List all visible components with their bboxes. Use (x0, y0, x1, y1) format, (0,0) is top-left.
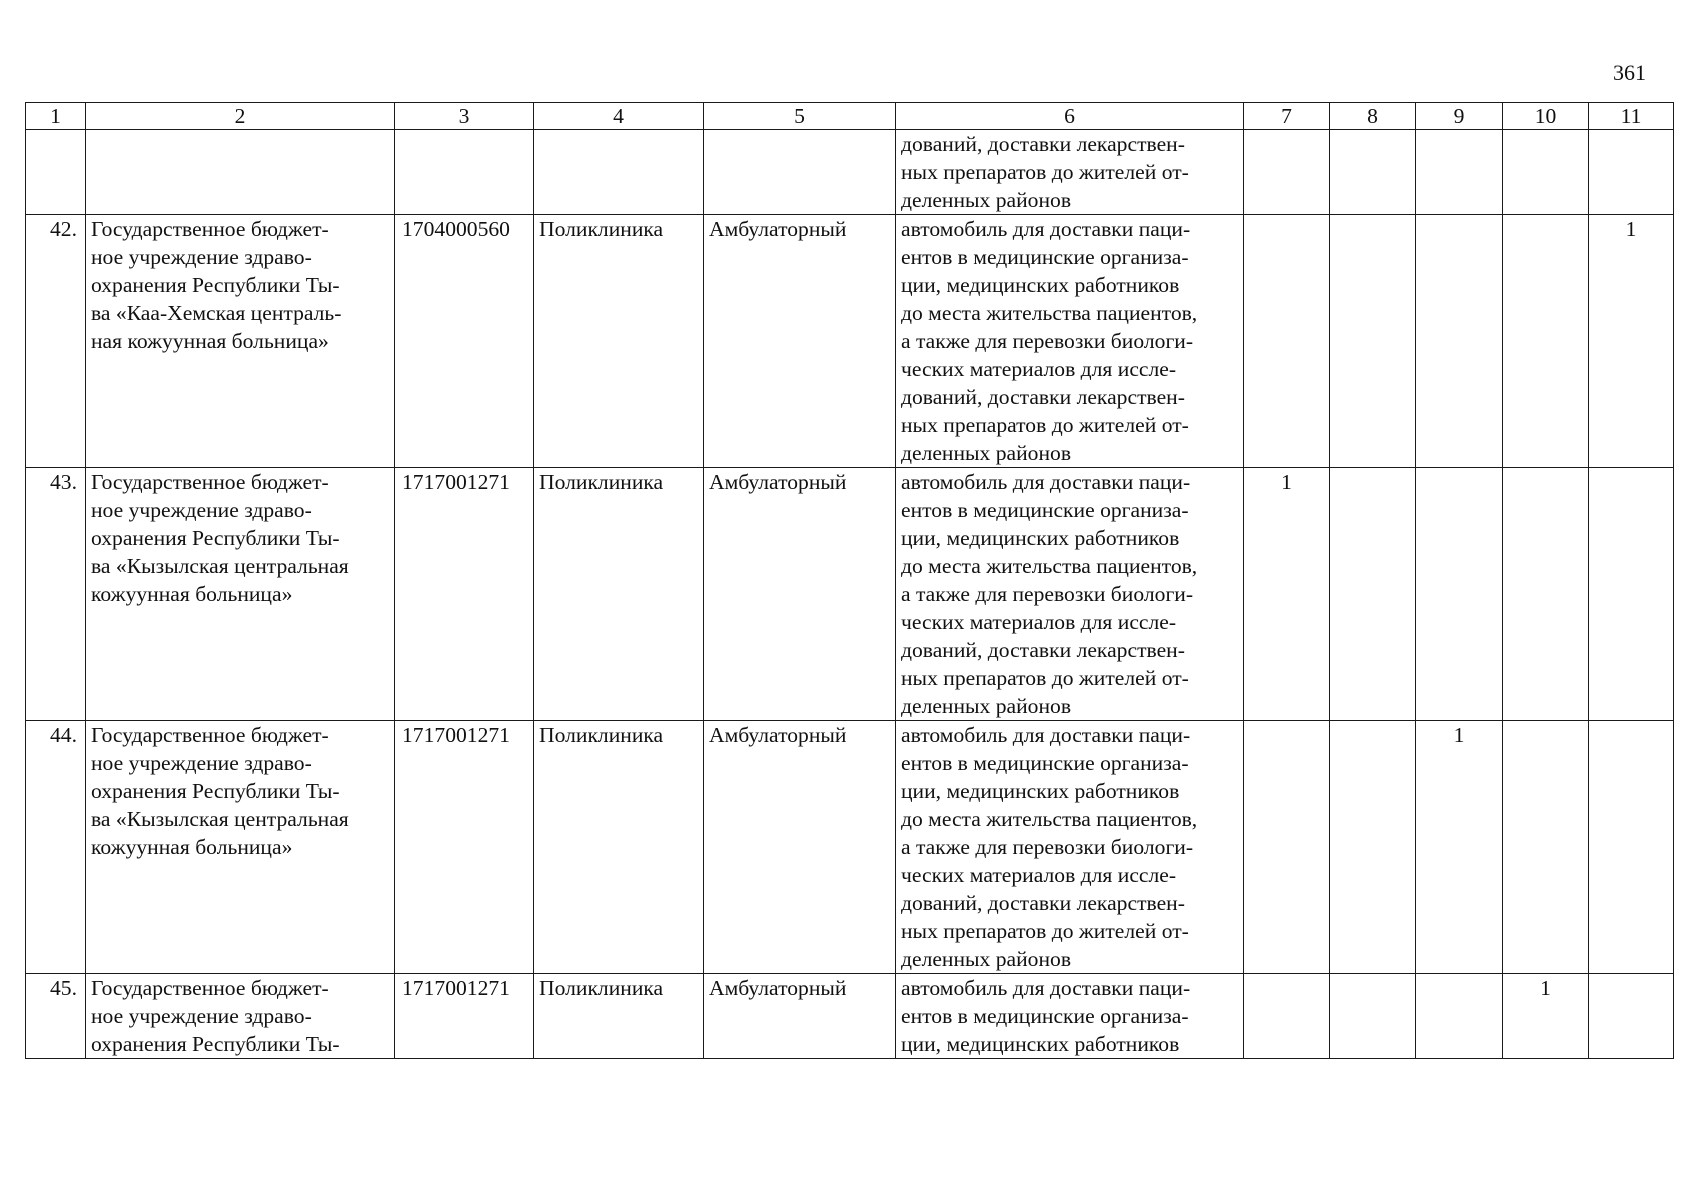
vehicle-purpose-cell-line: а также для перевозки биологи- (901, 329, 1194, 353)
count-cell-c7 (1244, 130, 1330, 215)
table-row (26, 468, 1674, 721)
count-cell-c8 (1330, 468, 1416, 721)
vehicle-purpose-cell-line: ческих материалов для иссле- (901, 357, 1177, 381)
count-cell-c8 (1330, 130, 1416, 215)
organization-cell (86, 130, 395, 215)
page-number: 361 (1613, 60, 1646, 85)
organization-cell-line: ное учреждение здраво- (91, 1004, 312, 1028)
vehicle-purpose-cell-line: ентов в медицинские организа- (901, 498, 1189, 522)
organization-cell-line: ва «Кызылская центральная (91, 554, 349, 578)
organization-cell-line: кожуунная больница» (91, 835, 293, 859)
vehicle-purpose-cell-line: до места жительства пациентов, (901, 554, 1198, 578)
column-header: 8 (1330, 103, 1416, 130)
organization-cell-line: Государственное бюджет- (91, 976, 329, 1000)
count-cell-c9 (1416, 215, 1503, 468)
vehicle-purpose-cell-line: ных препаратов до жителей от- (901, 413, 1189, 437)
row-number-cell (26, 130, 86, 215)
vehicle-purpose-cell (896, 130, 1244, 215)
vehicle-purpose-cell-line: деленных районов (901, 441, 1072, 465)
vehicle-purpose-cell-line: дований, доставки лекарствен- (901, 891, 1185, 915)
organization-cell (86, 468, 395, 721)
vehicle-purpose-cell-line: автомобиль для доставки паци- (901, 470, 1191, 494)
count-cell-c11 (1589, 130, 1674, 215)
vehicle-purpose-cell-line: а также для перевозки биологи- (901, 582, 1194, 606)
count-cell-c11: 1 (1589, 215, 1674, 468)
count-cell-c8 (1330, 721, 1416, 974)
vehicle-purpose-cell-line: ции, медицинских работников (901, 1032, 1180, 1056)
organization-cell-line: ное учреждение здраво- (91, 245, 312, 269)
column-header: 3 (395, 103, 534, 130)
count-cell-c7 (1244, 721, 1330, 974)
organization-cell-line: охранения Республики Ты- (91, 1032, 340, 1056)
row-number-cell: 43. (26, 468, 86, 721)
inn-cell: 1704000560 (395, 215, 534, 468)
vehicle-purpose-cell (896, 215, 1244, 468)
count-cell-c9: 1 (1416, 721, 1503, 974)
column-number-header-row (26, 103, 1674, 130)
organization-cell-line: ва «Каа-Хемская централь- (91, 301, 342, 325)
organization-cell-line: охранения Республики Ты- (91, 526, 340, 550)
organization-cell-line: Государственное бюджет- (91, 217, 329, 241)
organization-cell-line: охранения Республики Ты- (91, 273, 340, 297)
table-row (26, 721, 1674, 974)
care-kind-cell: Амбулаторный (704, 215, 896, 468)
count-cell-c11 (1589, 468, 1674, 721)
vehicle-purpose-cell-line: деленных районов (901, 694, 1072, 718)
table-body (26, 103, 1674, 1059)
vehicle-purpose-cell-line: ных препаратов до жителей от- (901, 160, 1189, 184)
count-cell-c8 (1330, 215, 1416, 468)
row-number-cell: 45. (26, 974, 86, 1059)
column-header: 7 (1244, 103, 1330, 130)
organization-cell (86, 215, 395, 468)
vehicle-allocation-table (25, 102, 1674, 1059)
care-kind-cell: Амбулаторный (704, 721, 896, 974)
vehicle-purpose-cell-line: ентов в медицинские организа- (901, 245, 1189, 269)
inn-cell: 1717001271 (395, 721, 534, 974)
inn-cell: 1717001271 (395, 974, 534, 1059)
organization-cell-line: ная кожуунная больница» (91, 329, 329, 353)
vehicle-purpose-cell-line: дований, доставки лекарствен- (901, 132, 1185, 156)
facility-type-cell: Поликлиника (534, 721, 704, 974)
vehicle-purpose-cell-line: дований, доставки лекарствен- (901, 638, 1185, 662)
column-header: 9 (1416, 103, 1503, 130)
count-cell-c9 (1416, 468, 1503, 721)
table-row (26, 130, 1674, 215)
count-cell-c11 (1589, 974, 1674, 1059)
care-kind-cell: Амбулаторный (704, 468, 896, 721)
vehicle-purpose-cell-line: автомобиль для доставки паци- (901, 976, 1191, 1000)
count-cell-c10: 1 (1503, 974, 1589, 1059)
column-header: 1 (26, 103, 86, 130)
column-header: 10 (1503, 103, 1589, 130)
column-header: 6 (896, 103, 1244, 130)
organization-cell (86, 974, 395, 1059)
vehicle-purpose-cell-line: деленных районов (901, 947, 1072, 971)
organization-cell-line: кожуунная больница» (91, 582, 293, 606)
vehicle-purpose-cell-line: ции, медицинских работников (901, 779, 1180, 803)
vehicle-purpose-cell-line: деленных районов (901, 188, 1072, 212)
care-kind-cell (704, 130, 896, 215)
organization-cell (86, 721, 395, 974)
count-cell-c7: 1 (1244, 468, 1330, 721)
facility-type-cell (534, 130, 704, 215)
vehicle-purpose-cell-line: ческих материалов для иссле- (901, 610, 1177, 634)
count-cell-c10 (1503, 721, 1589, 974)
organization-cell-line: Государственное бюджет- (91, 723, 329, 747)
vehicle-purpose-cell-line: ции, медицинских работников (901, 526, 1180, 550)
count-cell-c11 (1589, 721, 1674, 974)
column-header: 5 (704, 103, 896, 130)
table-row (26, 974, 1674, 1059)
inn-cell (395, 130, 534, 215)
row-number-cell: 42. (26, 215, 86, 468)
organization-cell-line: ное учреждение здраво- (91, 498, 312, 522)
facility-type-cell: Поликлиника (534, 974, 704, 1059)
facility-type-cell: Поликлиника (534, 468, 704, 721)
vehicle-purpose-cell-line: ных препаратов до жителей от- (901, 666, 1189, 690)
vehicle-purpose-cell-line: ческих материалов для иссле- (901, 863, 1177, 887)
organization-cell-line: охранения Республики Ты- (91, 779, 340, 803)
column-header: 4 (534, 103, 704, 130)
organization-cell-line: Государственное бюджет- (91, 470, 329, 494)
care-kind-cell: Амбулаторный (704, 974, 896, 1059)
column-header: 2 (86, 103, 395, 130)
vehicle-purpose-cell (896, 974, 1244, 1059)
organization-cell-line: ва «Кызылская центральная (91, 807, 349, 831)
count-cell-c9 (1416, 974, 1503, 1059)
inn-cell: 1717001271 (395, 468, 534, 721)
vehicle-purpose-cell-line: ентов в медицинские организа- (901, 1004, 1189, 1028)
table-row (26, 215, 1674, 468)
vehicle-purpose-cell (896, 468, 1244, 721)
count-cell-c7 (1244, 974, 1330, 1059)
row-number-cell: 44. (26, 721, 86, 974)
count-cell-c9 (1416, 130, 1503, 215)
vehicle-purpose-cell-line: ентов в медицинские организа- (901, 751, 1189, 775)
facility-type-cell: Поликлиника (534, 215, 704, 468)
column-header: 11 (1589, 103, 1674, 130)
vehicle-purpose-cell-line: дований, доставки лекарствен- (901, 385, 1185, 409)
count-cell-c10 (1503, 130, 1589, 215)
vehicle-purpose-cell-line: автомобиль для доставки паци- (901, 217, 1191, 241)
vehicle-purpose-cell-line: до места жительства пациентов, (901, 807, 1198, 831)
vehicle-purpose-cell-line: ции, медицинских работников (901, 273, 1180, 297)
count-cell-c10 (1503, 468, 1589, 721)
vehicle-purpose-cell-line: до места жительства пациентов, (901, 301, 1198, 325)
vehicle-purpose-cell-line: автомобиль для доставки паци- (901, 723, 1191, 747)
count-cell-c10 (1503, 215, 1589, 468)
count-cell-c8 (1330, 974, 1416, 1059)
organization-cell-line: ное учреждение здраво- (91, 751, 312, 775)
vehicle-purpose-cell (896, 721, 1244, 974)
vehicle-purpose-cell-line: ных препаратов до жителей от- (901, 919, 1189, 943)
vehicle-purpose-cell-line: а также для перевозки биологи- (901, 835, 1194, 859)
count-cell-c7 (1244, 215, 1330, 468)
